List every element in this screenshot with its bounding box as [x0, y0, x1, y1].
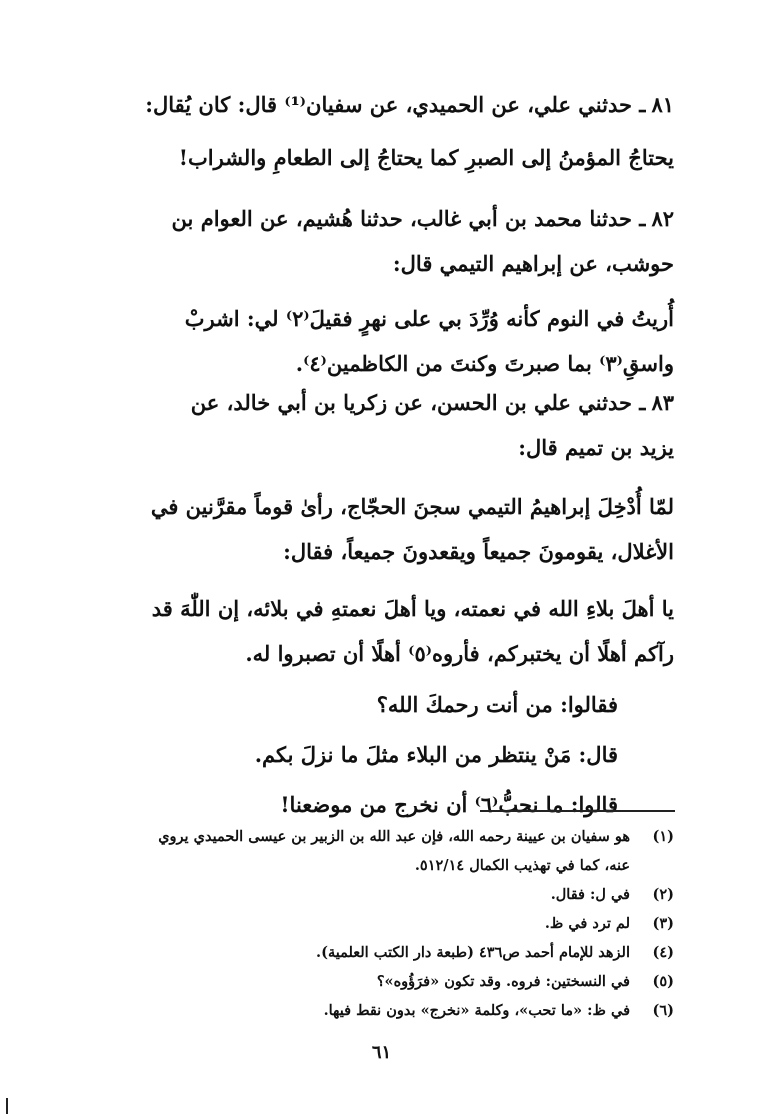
footnote-divider	[480, 810, 675, 812]
hadith-82-line-1	[118, 196, 674, 241]
footnote-text: عنه، كما في تهذيب الكمال ٥١٢/١٤.	[414, 857, 630, 874]
footnote-1-continued	[118, 851, 674, 880]
hadith-83-para-2-line-1: يا أهلَ بلاءِ الله في نعمته، ويا أهلَ نعمتهِ في بلائه، إن اللّٰهَ قد	[151, 596, 674, 621]
footnote-number: (٣)	[652, 915, 674, 932]
footnote-text: لم ترد في ظ.	[544, 915, 630, 932]
hadith-82-quote-line-2: واسقِ⁽٣⁾ بما صبرتَ وكنتَ من الكاظمين⁽٤⁾.	[295, 351, 674, 376]
hadith-83-chain-continued: يزيد بن تميم قال:	[518, 435, 674, 460]
footnote-5	[118, 967, 674, 996]
hadith-83-para-1-line-1: لمّا أُدْخِلَ إبراهيمُ التيمي سجنَ الحجّاج، رأىٰ قوماً مقرَّنين في	[150, 494, 674, 519]
footnote-text: هو سفيان بن عيينة رحمه الله، فإن عبد الله بن الزبير بن عيسى الحميدي يروي	[158, 828, 630, 845]
footnote-number: (٥)	[652, 973, 674, 990]
footnote-number: (٤)	[652, 944, 674, 961]
footnote-text: في النسختين: فروه. وقد تكون «فرَؤُوه»؟	[376, 973, 630, 990]
footnote-number: (٦)	[652, 1002, 674, 1019]
footnote-number: (١)	[652, 828, 674, 845]
footnote-text: في ل: فقال.	[550, 886, 630, 903]
hadith-82	[118, 196, 674, 386]
footnote-6	[118, 996, 674, 1025]
hadith-82-chain-continued: حوشب، عن إبراهيم التيمي قال:	[392, 251, 674, 276]
footnote-number: (٢)	[652, 886, 674, 903]
hadith-83-dialog-2: قال: مَنْ ينتظر من البلاء مثلَ ما نزلَ بكم.	[254, 742, 618, 767]
footnote-text: في ظ: «ما تحب»، وكلمة «نخرج» بدون نقط فيها.	[323, 1002, 630, 1019]
footnote-2	[118, 880, 674, 909]
hadith-82-number: ٨٢	[651, 206, 674, 231]
hadith-83-line-1	[118, 380, 674, 425]
hadith-83	[118, 380, 674, 830]
hadith-81	[118, 82, 674, 180]
hadith-83-number: ٨٣	[651, 390, 674, 415]
hadith-81-number: ٨١	[651, 92, 674, 117]
hadith-81-chain: ـ حدثني علي، عن الحميدي، عن سفيان⁽¹⁾ قال: كان يُقال:	[145, 92, 646, 117]
page-number: ٦١	[371, 1042, 392, 1063]
footnote-3	[118, 909, 674, 938]
hadith-83-para-1-line-2: الأغلال، يقومونَ جميعاً ويقعدونَ جميعاً، فقال:	[283, 539, 674, 564]
footnote-4	[118, 938, 674, 967]
hadith-83-para-2-line-2: رآكم أهلًا أن يختبركم، فأروه⁽٥⁾ أهلًا أن تصبروا له.	[245, 641, 674, 666]
hadith-82-quote-line-1: أُريتُ في النوم كأنه وُرِّدَ بي على نهرٍ فقيلَ⁽٢⁾ لي: اشربْ	[184, 306, 674, 331]
hadith-83-dialog-1: فقالوا: من أنت رحمكَ الله؟	[376, 692, 618, 717]
hadith-82-chain: ـ حدثنا محمد بن أبي غالب، حدثنا هُشيم، عن العوام بن	[171, 206, 646, 231]
hadith-81-line-1	[118, 82, 674, 127]
margin-mark	[6, 1098, 8, 1114]
hadith-81-text: يحتاجُ المؤمنُ إلى الصبرِ كما يحتاجُ إلى الطعامِ والشراب!	[178, 145, 674, 170]
footnotes	[118, 822, 674, 1025]
footnote-1	[118, 822, 674, 851]
hadith-83-chain: ـ حدثني علي بن الحسن، عن زكريا بن أبي خالد، عن	[190, 390, 646, 415]
hadith-83-dialog-3: قالوا: ما نحبُّ⁽٦⁾ أن نخرج من موضعنا!	[280, 792, 618, 817]
footnote-text: الزهد للإمام أحمد ص٤٣٦ (طبعة دار الكتب العلمية).	[316, 944, 630, 961]
